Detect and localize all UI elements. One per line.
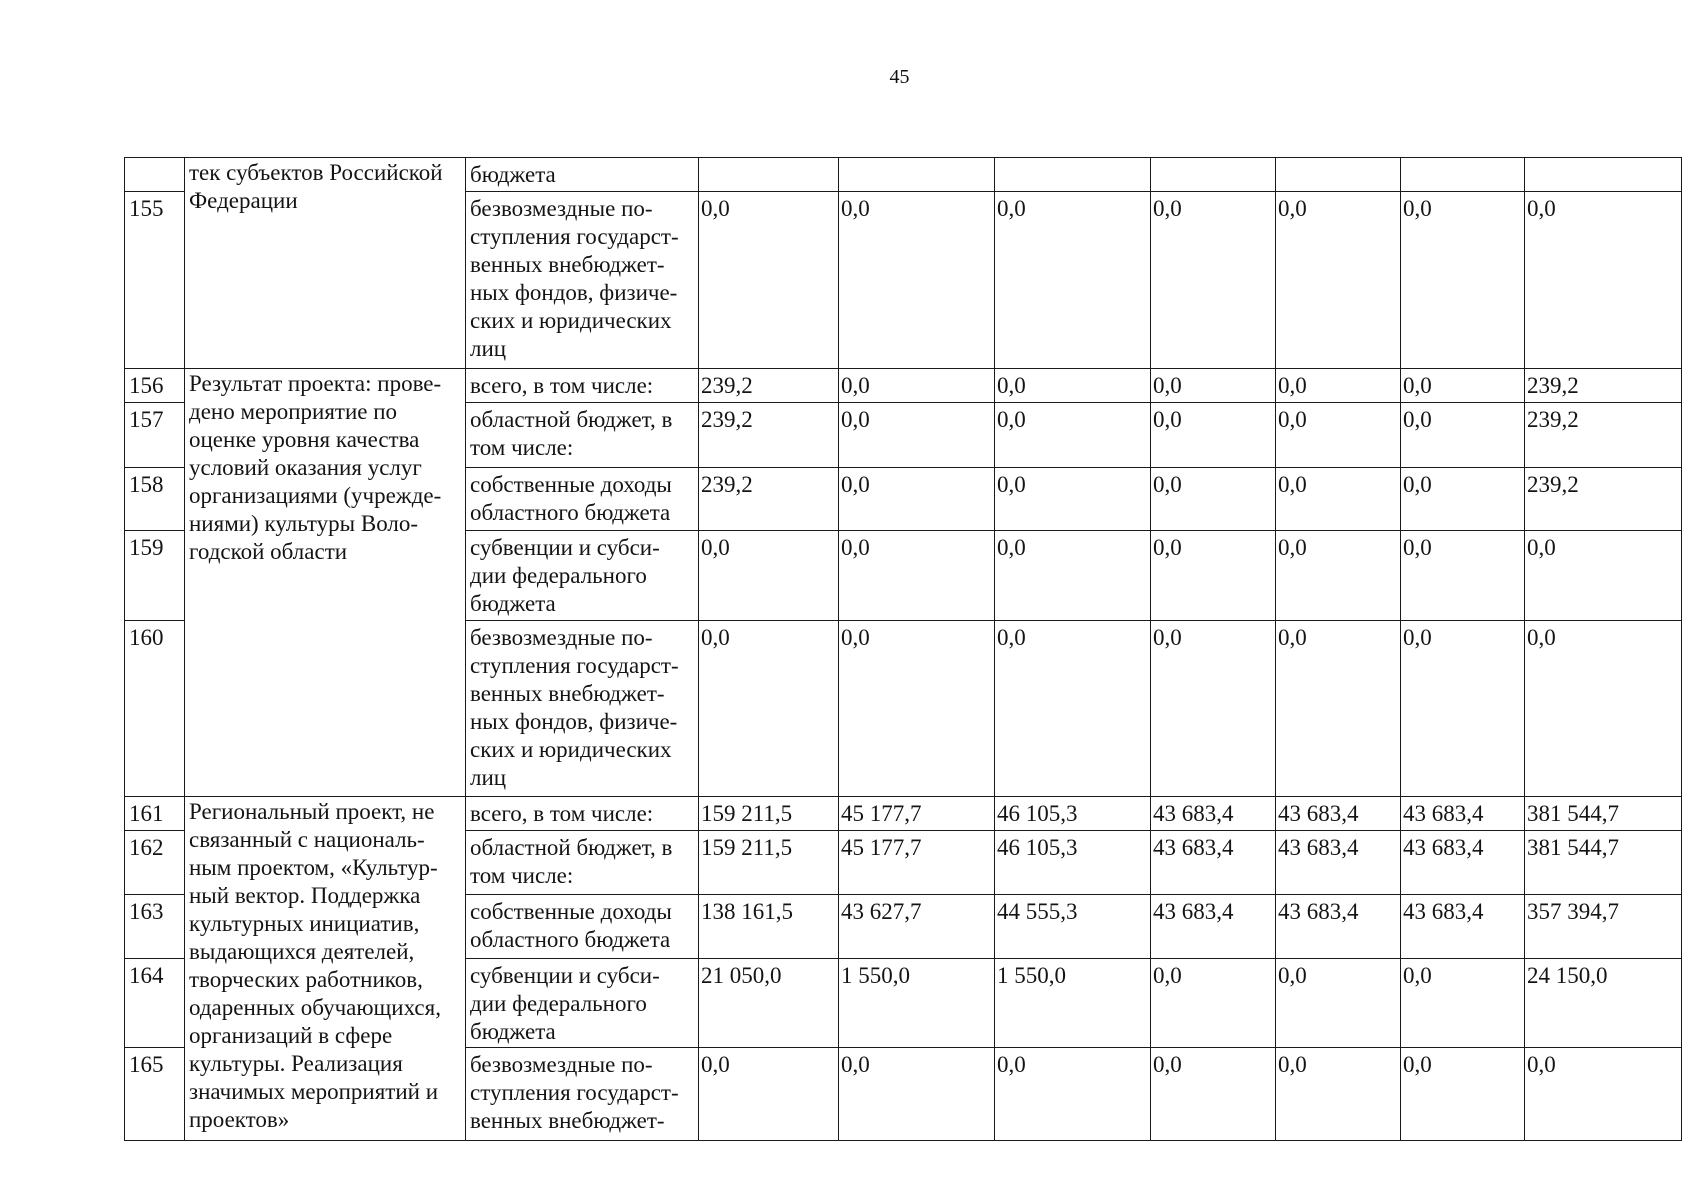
value-cell: 0,0 bbox=[699, 1048, 839, 1141]
project-description: Результат проекта: прове- дено мероприятие по оценке уровня качества условий оказания услуг организациями (учрежде- ниями) культуры Воло- годской области bbox=[185, 369, 466, 797]
budget-table bbox=[124, 157, 1682, 1141]
value-cell: 0,0 bbox=[1401, 1048, 1525, 1141]
value-cell: 0,0 bbox=[1276, 959, 1401, 1048]
value-cell: 0,0 bbox=[1276, 403, 1401, 468]
value-cell: 0,0 bbox=[995, 192, 1151, 369]
value-cell: 0,0 bbox=[1151, 959, 1276, 1048]
funding-source: безвозмездные по- ступления государст- венных внебюджет- bbox=[466, 1048, 699, 1141]
value-cell: 0,0 bbox=[839, 192, 995, 369]
value-cell: 43 683,4 bbox=[1151, 797, 1276, 831]
row-number: 155 bbox=[125, 192, 185, 369]
value-cell: 0,0 bbox=[1151, 531, 1276, 621]
value-cell: 0,0 bbox=[995, 369, 1151, 403]
funding-source: областной бюджет, в том числе: bbox=[466, 831, 699, 895]
funding-source: субвенции и субси- дии федерального бюджета bbox=[466, 531, 699, 621]
value-cell: 239,2 bbox=[699, 369, 839, 403]
value-cell: 43 683,4 bbox=[1276, 831, 1401, 895]
value-cell: 0,0 bbox=[1276, 621, 1401, 797]
value-cell: 159 211,5 bbox=[699, 831, 839, 895]
value-cell: 0,0 bbox=[839, 1048, 995, 1141]
value-cell: 0,0 bbox=[1401, 192, 1525, 369]
value-cell: 1 550,0 bbox=[995, 959, 1151, 1048]
row-number: 157 bbox=[125, 403, 185, 468]
value-cell: 0,0 bbox=[1401, 621, 1525, 797]
value-cell: 138 161,5 bbox=[699, 895, 839, 959]
project-description: Региональный проект, не связанный с националь- ным проектом, «Культур- ный вектор. Поддержка культурных инициатив, выдающихся деятелей, творческих работников, одаренных обучающихся, организаций в сфере культуры. Реализация значимых мероприятий и проектов» bbox=[185, 797, 466, 1141]
row-number: 165 bbox=[125, 1048, 185, 1141]
value-cell: 0,0 bbox=[1151, 403, 1276, 468]
row-number: 159 bbox=[125, 531, 185, 621]
value-cell: 0,0 bbox=[1401, 369, 1525, 403]
value-cell: 239,2 bbox=[1525, 369, 1682, 403]
value-cell: 1 550,0 bbox=[839, 959, 995, 1048]
value-cell bbox=[699, 158, 839, 192]
value-cell: 0,0 bbox=[1525, 192, 1682, 369]
value-cell: 381 544,7 bbox=[1525, 831, 1682, 895]
value-cell: 0,0 bbox=[1525, 1048, 1682, 1141]
funding-source: всего, в том числе: bbox=[466, 797, 699, 831]
value-cell bbox=[995, 158, 1151, 192]
row-number: 163 bbox=[125, 895, 185, 959]
funding-source: всего, в том числе: bbox=[466, 369, 699, 403]
value-cell: 21 050,0 bbox=[699, 959, 839, 1048]
value-cell: 46 105,3 bbox=[995, 797, 1151, 831]
value-cell: 0,0 bbox=[1151, 468, 1276, 531]
value-cell: 0,0 bbox=[995, 403, 1151, 468]
value-cell: 0,0 bbox=[995, 1048, 1151, 1141]
value-cell: 381 544,7 bbox=[1525, 797, 1682, 831]
value-cell: 0,0 bbox=[1276, 468, 1401, 531]
row-number: 161 bbox=[125, 797, 185, 831]
row-number: 156 bbox=[125, 369, 185, 403]
value-cell: 43 683,4 bbox=[1401, 797, 1525, 831]
value-cell bbox=[839, 158, 995, 192]
value-cell: 0,0 bbox=[1401, 468, 1525, 531]
funding-source: субвенции и субси- дии федерального бюджета bbox=[466, 959, 699, 1048]
value-cell: 45 177,7 bbox=[839, 831, 995, 895]
row-number: 164 bbox=[125, 959, 185, 1048]
row-number bbox=[125, 158, 185, 192]
value-cell: 0,0 bbox=[995, 621, 1151, 797]
funding-source: бюджета bbox=[466, 158, 699, 192]
value-cell bbox=[1401, 158, 1525, 192]
value-cell: 0,0 bbox=[1401, 403, 1525, 468]
value-cell: 0,0 bbox=[839, 468, 995, 531]
value-cell: 43 627,7 bbox=[839, 895, 995, 959]
value-cell: 0,0 bbox=[1401, 959, 1525, 1048]
value-cell: 43 683,4 bbox=[1276, 797, 1401, 831]
page-number: 45 bbox=[889, 66, 910, 88]
value-cell: 239,2 bbox=[1525, 403, 1682, 468]
value-cell: 0,0 bbox=[839, 369, 995, 403]
project-description: тек субъектов Российской Федерации bbox=[185, 158, 466, 369]
funding-source: собственные доходы областного бюджета bbox=[466, 895, 699, 959]
value-cell: 43 683,4 bbox=[1151, 895, 1276, 959]
value-cell: 239,2 bbox=[1525, 468, 1682, 531]
value-cell: 43 683,4 bbox=[1276, 895, 1401, 959]
value-cell: 44 555,3 bbox=[995, 895, 1151, 959]
value-cell: 0,0 bbox=[839, 403, 995, 468]
value-cell: 24 150,0 bbox=[1525, 959, 1682, 1048]
value-cell: 43 683,4 bbox=[1401, 831, 1525, 895]
value-cell: 0,0 bbox=[839, 531, 995, 621]
table-row bbox=[125, 158, 1682, 192]
value-cell: 43 683,4 bbox=[1401, 895, 1525, 959]
table-row bbox=[125, 797, 1682, 831]
value-cell: 0,0 bbox=[1276, 192, 1401, 369]
value-cell: 0,0 bbox=[1276, 1048, 1401, 1141]
value-cell bbox=[1151, 158, 1276, 192]
value-cell: 46 105,3 bbox=[995, 831, 1151, 895]
funding-source: безвозмездные по- ступления государст- венных внебюджет- ных фондов, физиче- ских и юридических лиц bbox=[466, 621, 699, 797]
funding-source: собственные доходы областного бюджета bbox=[466, 468, 699, 531]
value-cell: 0,0 bbox=[1276, 531, 1401, 621]
row-number: 158 bbox=[125, 468, 185, 531]
value-cell: 0,0 bbox=[699, 192, 839, 369]
value-cell: 0,0 bbox=[699, 531, 839, 621]
value-cell bbox=[1276, 158, 1401, 192]
value-cell: 0,0 bbox=[1151, 621, 1276, 797]
table-body bbox=[125, 158, 1682, 1141]
row-number: 162 bbox=[125, 831, 185, 895]
value-cell: 0,0 bbox=[1525, 621, 1682, 797]
value-cell: 43 683,4 bbox=[1151, 831, 1276, 895]
value-cell: 0,0 bbox=[1151, 369, 1276, 403]
value-cell: 357 394,7 bbox=[1525, 895, 1682, 959]
value-cell: 0,0 bbox=[839, 621, 995, 797]
value-cell: 0,0 bbox=[1401, 531, 1525, 621]
value-cell: 0,0 bbox=[1151, 1048, 1276, 1141]
table-row bbox=[125, 369, 1682, 403]
value-cell: 0,0 bbox=[1525, 531, 1682, 621]
value-cell: 159 211,5 bbox=[699, 797, 839, 831]
value-cell: 0,0 bbox=[699, 621, 839, 797]
value-cell: 0,0 bbox=[995, 468, 1151, 531]
value-cell: 0,0 bbox=[995, 531, 1151, 621]
funding-source: безвозмездные по- ступления государст- венных внебюджет- ных фондов, физиче- ских и юридических лиц bbox=[466, 192, 699, 369]
value-cell: 239,2 bbox=[699, 468, 839, 531]
value-cell bbox=[1525, 158, 1682, 192]
value-cell: 0,0 bbox=[1151, 192, 1276, 369]
funding-source: областной бюджет, в том числе: bbox=[466, 403, 699, 468]
value-cell: 0,0 bbox=[1276, 369, 1401, 403]
value-cell: 45 177,7 bbox=[839, 797, 995, 831]
row-number: 160 bbox=[125, 621, 185, 797]
value-cell: 239,2 bbox=[699, 403, 839, 468]
